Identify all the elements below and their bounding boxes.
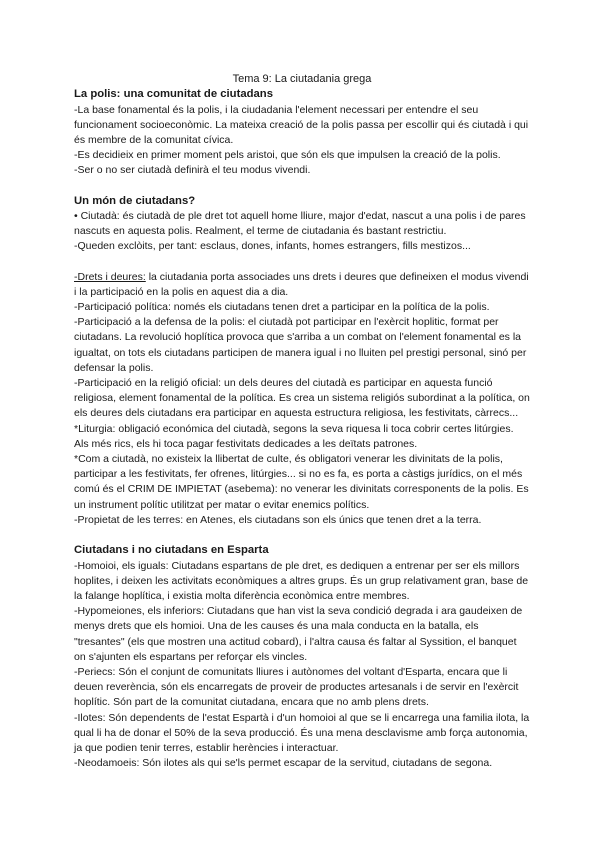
paragraph-drets-deures [74, 270, 530, 300]
paragraph: • Ciutadà: és ciutadà de ple dret tot aquell home lliure, major d'edat, nascut a una polis i de pares nascuts en aquesta polis. Realment, el terme de ciutadania és bastant restrictiu. [74, 210, 526, 238]
paragraph: -Participació en la religió oficial: un dels deures del ciutadà es participar en aquesta funció religiosa, element fonamental de la política. Es crea un sistema religiós subordinat a la política, on els deures dels ciutadans era participar en aquesta estructura religiosa, les festivitats, càrrecs... [74, 377, 530, 420]
paragraph: -Neodamoeis: Són ilotes als qui se'ls permet escapar de la servitud, ciutadans de segona. [74, 757, 493, 770]
paragraph: -Queden exclòits, per tant: esclaus, dones, infants, homes estrangers, fills mestizos... [74, 240, 471, 253]
document-body [74, 72, 530, 771]
section-heading-esparta: Ciutadans i no ciutadans en Esparta [74, 544, 269, 557]
paragraph: *Liturgia: obligació económica del ciutadà, segons la seva riquesa li toca cobrir certes litúrgies. Als més rics, els hi toca pagar festivitats dedicades a les deïtats patrones. [74, 422, 514, 450]
paragraph: -La base fonamental és la polis, i la ciudadania l'element necessari per entendre el seu funcionament socioeconòmic. La mateixa creació de la polis passa per escollir qui és ciutadà i qui és membre de la comunitat cívica. [74, 103, 529, 146]
drets-deures-label: -Drets i deures: [74, 270, 146, 283]
paragraph: -Participació a la defensa de la polis: el ciutadà pot participar en l'exèrcit hoplitic, format per ciutadans. La revolució hoplítica provoca que s'arriba a un combat on l'element fonamental es la igualtat, on tots els ciutadans participen de manera igual i no lluiten pel prestigi personal, sinó per defensar la polis. [74, 316, 527, 374]
spacer [74, 255, 530, 270]
paragraph: -Es decidieix en primer moment pels aristoi, que són els que impulsen la creació de la polis. [74, 149, 501, 162]
spacer [74, 179, 530, 194]
spacer [74, 528, 530, 543]
page-title: Tema 9: La ciutadania grega [232, 73, 372, 85]
drets-deures-text: la ciutadania porta associades uns drets i deures que defineixen el modus vivendi i la participació en la polis en aquest dia a dia. [74, 270, 529, 298]
paragraph: -Homoioi, els iguals: Ciutadans espartans de ple dret, es dediquen a entrenar per ser els millors hoplites, i deixen les activitats econòmiques a altres grups. És un grup relativament gran, base de la falange hoplítica, i existia molta diferència econòmica entre membres. [74, 559, 529, 602]
paragraph: -Ser o no ser ciutadà definirà el teu modus vivendi. [74, 164, 311, 177]
paragraph: -Propietat de les terres: en Atenes, els ciutadans son els únics que tenen dret a la terra. [74, 513, 482, 526]
paragraph: -Ilotes: Són dependents de l'estat Espartà i d'un homoioi al que se li encarrega una familia ilota, la qual li ha de donar el 50% de la seva producció. És una mena desclavisme amb força autonomia, ja que podien tenir terres, establir herències i interactuar. [74, 711, 530, 755]
section-heading-polis: La polis: una comunitat de ciutadans [74, 88, 273, 100]
paragraph: -Participació política: només els ciutadans tenen dret a participar en la política de la polis. [74, 301, 490, 314]
paragraph: *Com a ciutadà, no existeix la llibertat de culte, és obligatori venerar les divinitats de la polis, participar a les festivitats, fer ofrenes, litúrgies... si no es fa, es porta a càstigs jurídics, on el més comú és el CRIM DE IMPIETAT (asebema): no venerar les divinitats corresponents de la polis. Es un instrument polític utilitzat per matar o evitar enemics polítics. [74, 453, 529, 511]
paragraph: -Hypomeiones, els inferiors: Ciutadans que han vist la seva condició degrada i ara gaudeixen de menys drets que els homioi. Una de les causes és una mala conducta en la batalla, els "tresantes" (els que mostren una actitud cobard), i l'altra causa és faltar al Syssition, el banquet on s'ajunten els espartans per reforçar els vincles. [74, 605, 523, 663]
paragraph: -Periecs: Són el conjunt de comunitats lliures i autònomes del voltant d'Esparta, encara que li deuen reverència, són els encarregats de proveir de productes artesanals i de servir en l'exèrcit hoplític. Són part de la comunitat ciutadana, encara que no amb plens drets. [74, 666, 519, 709]
section-heading-mon-ciutadans: Un món de ciutadans? [74, 194, 196, 207]
